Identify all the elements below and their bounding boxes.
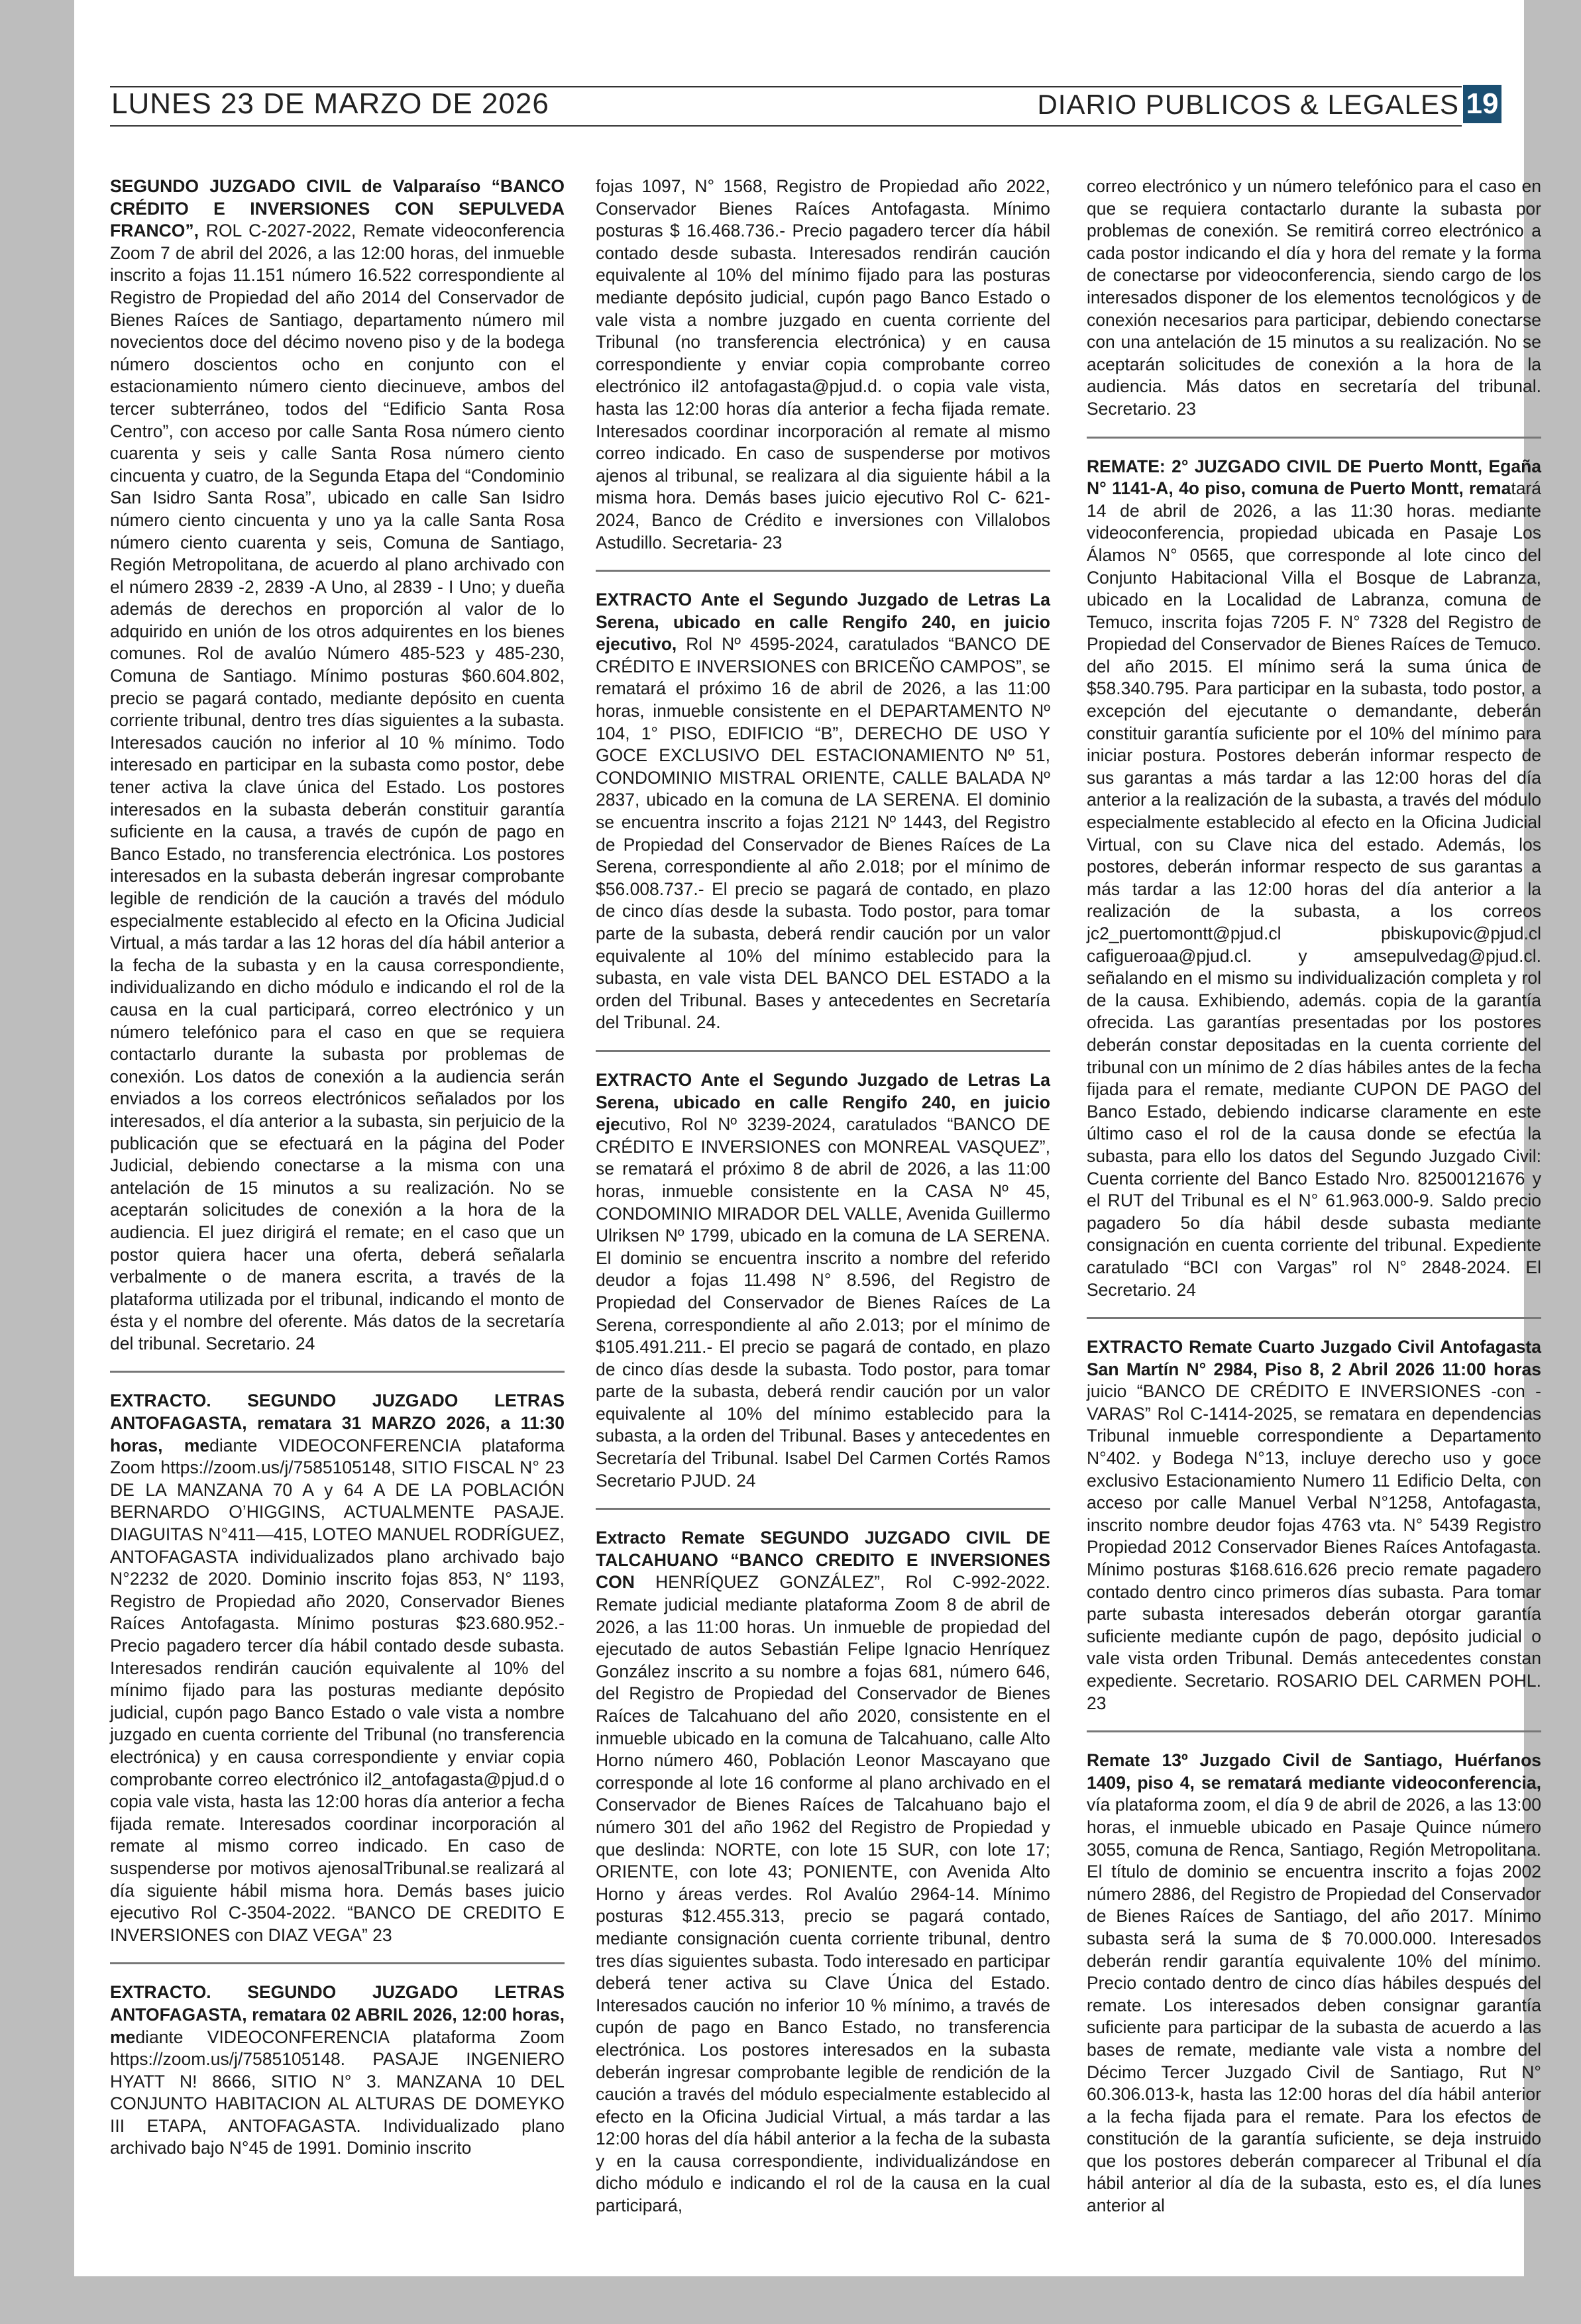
legal-notice-continuation [1087, 176, 1541, 439]
page-header [110, 85, 1501, 127]
column-2 [596, 176, 1050, 2250]
notice-body: fojas 1097, N° 1568, Registro de Propiedad año 2022, Conservador Bienes Raíces Antofagasta. Mínimo posturas $ 16.468.736.- Precio pagadero tercer día hábil contado desde subasta. Interesados rendirán caución equivalente al 10% del mínimo fijado para las posturas mediante depósito judicial, cupón pago Banco Estado o vale vista a nombre juzgado en cuenta corriente del Tribunal (no transferencia electrónica) y en causa correspondiente y enviar copia comprobante correo electrónico il2 antofagasta@pjud.d. o copia vale vista, hasta las 12:00 horas día anterior a fecha fijada remate. Interesados coordinar incorporación al remate al mismo correo indicado. En caso de suspenderse por motivos ajenos al tribunal, se realizara al dia siguiente hábil a la misma hora. Demás bases juicio ejecutivo Rol C- 621-2024, Banco de Crédito e inversiones con Villalobos Astudillo. Secretaria- 23 [596, 176, 1050, 553]
notice-body: vía plataforma zoom, el día 9 de abril de 2026, a las 13:00 horas, el inmueble ubicado en Pasaje Quince número 3055, comuna de Renca, Santiago, Región Metropolitana. El título de dominio se encuentra inscrito a fojas 2002 número 2886, del Registro de Propiedad del Conservador de Bienes Raíces de Santiago, del año 2017. Mínimo subasta será la suma de $ 70.000.000. Interesados deberán rendir garantía equivalente 10% del mínimo. Precio contado dentro de cinco días hábiles después del remate. Los interesados deben consignar garantía suficiente para participar de la subasta de acuerdo a las bases de remate, mediante vale vista a nombre del Décimo Tercer Juzgado Civil de Santiago, Rut N° 60.306.013-k, hasta las 12:00 horas del día hábil anterior a la fecha fijada para el remate. Para los efectos de constitución de la garantía suficiente, se deja instruido que los postores deberán comparecer al Tribunal el día hábil anterior al día de la subasta, esto es, el día lunes anterior al [1087, 1795, 1541, 2216]
notice-body: correo electrónico y un número telefónico para el caso en que se requiera contactarlo durante la subasta por problemas de conexión. Se remitirá correo electrónico a cada postor indicando el día y hora del remate y la forma de conectarse por videoconferencia, siendo cargo de los interesados disponer de los elementos tecnológicos y de conexión necesarios para participar, debiendo conectarse con una antelación de 15 minutos a su realización. No se aceptarán solicitudes de conexión a la hora de la audiencia. Más datos en secretaría del tribunal. Secretario. 23 [1087, 176, 1541, 419]
notice-body: HENRÍQUEZ GONZÁLEZ”, Rol C-992-2022. Remate judicial mediante plataforma Zoom 8 de abril de 2026, a las 11:00 horas. Un inmueble de propiedad del ejecutado de autos Sebastián Felipe Ignacio Henríquez González inscrito a su nombre a fojas 681, número 646, del Registro de Propiedad del Conservador de Bienes Raíces de Talcahuano del año 2020, consistente en el inmueble ubicado en la comuna de Talcahuano, calle Alto Horno número 460, Población Leonor Mascayano que corresponde al lote 16 conforme al plano archivado en el Conservador de Bienes Raíces de Talcahuano bajo el número 301 del año 1962 del Registro de Propiedad y que deslinda: NORTE, con lote 15 SUR, con lote 17; ORIENTE, con lote 43; PONIENTE, con Avenida Alto Horno y áreas verdes. Rol Avalúo 2964-14. Mínimo posturas $12.455.313, precio se pagará contado, mediante consignación cuenta corriente tribunal, dentro tres días siguientes subasta. Todo interesado en participar deberá tener activa su Clave Única del Estado. Interesados caución no inferior 10 % mínimo, a través de cupón de pago en Banco Estado, no transferencia electrónica. Los postores interesados en la subasta deberán ingresar comprobante legible de rendición de la caución a través del módulo especialmente establecido al efecto en la Oficina Judicial Virtual, a más tardar a las 12:00 horas del día hábil anterior a la fecha de la subasta y en la causa correspondiente, individualizándose en dicho módulo e indicando el rol de la causa en la cual participará, [596, 1572, 1050, 2216]
notice-heading: EXTRACTO. SEGUNDO JUZGADO LETRAS ANTOFAGASTA, rematara 02 ABRIL 2026, 12:00 horas, me [110, 1982, 565, 2047]
issue-date: LUNES 23 DE MARZO DE 2026 [111, 87, 549, 120]
notice-body: tará 14 de abril de 2026, a las 11:30 horas. mediante videoconferencia, propiedad ubicada en Pasaje Los Álamos N° 0565, que corresponde al lote cinco del Conjunto Habitacional Villa el Bosque de Labranza, ubicado en la Localidad de Labranza, comuna de Temuco, inscrita fojas 7205 F. N° 7328 del Registro de Propiedad del Conservador de Bienes Raíces de Temuco. del año 2015. El mínimo será la suma única de $58.340.795. Para participar en la subasta, todo postor, a excepción del ejecutante o demandante, deberán constituir garantía suficiente por el 10% del mínimo para iniciar postura. Postores deberán informar respecto de sus garantas a más tardar a las 12:00 horas del día anterior a la realización de la subasta, a través del módulo especialmente establecido al efecto en la Oficina Judicial Virtual, con su Clave nica del estado. Además, los postores, deberán informar respecto de sus garantas a más tardar a las 12:00 horas del día anterior a la realización de la subasta, a los correos jc2_puertomontt@pjud.cl pbiskupovic@pjud.cl cafigueroaa@pjud.cl. y amsepulvedag@pjud.cl. señalando en el mismo su individualización completa y rol de la causa. Exhibiendo, además. copia de la garantía ofrecida. Las garantías presentadas por los postores deberán constar depositadas en la cuenta corriente del tribunal con un mínimo de 2 días hábiles antes de la fecha fijada para el remate, mediante CUPON DE PAGO del Banco Estado, debiendo indicarse claramente en este último caso el rol de la causa donde se efectúa la subasta, para ello los datos del Segundo Juzgado Civil: Cuenta corriente del Banco Estado Nro. 82500121676 y el RUT del Tribunal es el N° 61.963.000-9. Saldo precio pagadero 5o día hábil desde subasta mediante consignación en cuenta corriente del tribunal. Expediente caratulado “BCI con Vargas” rol N° 2848-2024. El Secretario. 24 [1087, 478, 1541, 1300]
notice-body: diante VIDEOCONFERENCIA plataforma Zoom https://zoom.us/j/7585105148, SITIO FISCAL N° 23 DE LA MANZANA 70 A y 64 A DE LA POBLACIÓN BERNARDO O’HIGGINS, ACTUALMENTE PASAJE. DIAGUITAS N°411—415, LOTEO MANUEL RODRÍGUEZ, ANTOFAGASTA individualizados plano archivado bajo N°2232 de 2020. Dominio inscrito fojas 853, N° 1193, Registro de Propiedad año 2020, Conservador Bienes Raíces Antofagasta. Mínimo posturas $23.680.952.- Precio pagadero tercer día hábil contado desde subasta. Interesados rendirán caución equivalente al 10% del mínimo fijado para las posturas mediante depósito judicial, cupón pago Banco Estado o vale vista a nombre juzgado en cuenta corriente del Tribunal (no transferencia electrónica) y en causa correspondiente y enviar copia comprobante correo electrónico il2_antofagasta@pjud.d o copia vale vista, hasta las 12:00 horas día anterior a fecha fijada remate. Interesados coordinar incorporación al remate al mismo correo indicado. En caso de suspenderse por motivos ajenosalTribunal.se realizará al día siguiente hábil misma hora. Demás bases juicio ejecutivo Rol C-3504-2022. “BANCO DE CREDITO E INVERSIONES con DIAZ VEGA” 23 [110, 1435, 565, 1945]
bottom-margin-band [0, 2276, 1581, 2324]
legal-notice [110, 1981, 565, 2176]
notice-heading: EXTRACTO Ante el Segundo Juzgado de Letras La Serena, ubicado en calle Rengifo 240, en juicio eje [596, 1069, 1050, 1135]
notice-heading: Remate 13º Juzgado Civil de Santiago, Huérfanos 1409, piso 4, se rematará mediante videoconferencia, [1087, 1750, 1541, 1793]
legal-notice [1087, 1336, 1541, 1732]
notice-body: diante VIDEOCONFERENCIA plataforma Zoom https://zoom.us/j/7585105148. PASAJE INGENIERO HYATT N! 8666, SITIO N° 3. MANZANA 10 DEL CONJUNTO HABITACION AL ALTURAS DE DOMEYKO III ETAPA, ANTOFAGASTA. Individualizado plano archivado bajo N°45 de 1991. Dominio inscrito [110, 2027, 565, 2158]
notice-body: ROL C-2027-2022, Remate videoconferencia Zoom 7 de abril del 2026, a las 12:00 horas, del inmueble inscrito a fojas 11.151 número 16.522 correspondiente al Registro de Propiedad del año 2014 del Conservador de Bienes Raíces de Santiago, departamento número mil novecientos doce del décimo noveno piso y de la bodega número doscientos ocho en conjunto con el estacionamiento número ciento diecinueve, ambos del tercer subterráneo, todos del “Edificio Santa Rosa Centro”, con acceso por calle Santa Rosa número ciento cuarenta y seis y calle Santa Rosa número ciento cincuenta y cuatro, de la Segunda Etapa del “Condominio San Isidro Santa Rosa”, ubicado en calle San Isidro número ciento cincuenta y uno ya la calle Santa Rosa número ciento cuarenta y seis, Comuna de Santiago, Región Metropolitana, de acuerdo al plano archivado con el número 2839 -2, 2839 -A Uno, al 2839 - I Uno; y dueña además de derechos en proporción al valor de lo adquirido en unión de los otros adquirentes en los bienes comunes. Rol de avalúo Número 485-523 y 485-230, Comuna de Santiago. Mínimo posturas $60.604.802, precio se pagará contado, mediante depósito en cuenta corriente tribunal, dentro tres días siguientes a la subasta. Interesados caución no inferior al 10 % mínimo. Todo interesado en participar en la subasta como postor, debe tener activa la clave única del Estado. Los postores interesados en la subasta deberán constituir garantía suficiente en la causa, a través de cupón de pago en Banco Estado, no transferencia electrónica. Los postores interesados en la subasta deberán ingresar comprobante legible de rendición de la caución a través del módulo especialmente establecido al efecto en la Oficina Judicial Virtual, a más tardar a las 12 horas del día hábil anterior a la fecha de la subasta y en la causa correspondiente, individualizando en dicho módulo e indicando el rol de la causa en la cual participará, correo electrónico y un número telefónico para el caso en que se requiera contactarlo durante la subasta por problemas de conexión. Los datos de conexión a la audiencia serán enviados a los correos electrónicos señalados por los interesados, el día anterior a la subasta, sin perjuicio de la publicación que se efectuará en la página del Poder Judicial, debiendo conectarse a la misma con una antelación de 15 minutos a su realización. No se aceptarán solicitudes de conexión a la hora de la audiencia. El juez dirigirá el remate; en el caso que un postor quiera hacer una oferta, deberá señalarla verbalmente o de manera escrita, a través de la plataforma utilizada por el tribunal, indicando el monto de ésta y el nombre del oferente. Más datos de la secretaría del tribunal. Secretario. 24 [110, 221, 565, 1353]
newspaper-title: DIARIO PUBLICOS & LEGALES [1037, 89, 1459, 120]
notice-heading: EXTRACTO. SEGUNDO JUZGADO LETRAS ANTOFAGASTA, rematara 31 MARZO 2026, a 11:30 horas, me [110, 1391, 565, 1455]
notice-heading: EXTRACTO Ante el Segundo Juzgado de Letras La Serena, ubicado en calle Rengifo 240, en juicio ejecutivo, [596, 590, 1050, 655]
column-1 [110, 176, 565, 2193]
notice-heading: REMATE: 2° JUZGADO CIVIL DE Puerto Montt, Egaña N° 1141-A, 4o piso, comuna de Puerto Montt, rema [1087, 456, 1541, 499]
legal-notice [596, 589, 1050, 1052]
notice-body: juicio “BANCO DE CRÉDITO E INVERSIONES -con - VARAS” Rol C-1414-2025, se rematara en dependencias Tribunal inmueble correspondiente a Departamento N°402. y Bodega N°13, incluye derecho uso y goce exclusivo Estacionamiento Numero 11 Edificio Delta, con acceso por calle Manuel Verbal N°1258, Antofagasta, inscrito nombre deudor fojas 4763 vta. N° 5439 Registro Propiedad 2012 Conservador Bienes Raíces Antofagasta. Mínimo posturas $168.616.626 precio remate pagadero contado dentro cinco primeros días subasta. Para tomar parte subasta interesados deberán otorgar garantía suficiente mediante cupón de pago, depósito judicial o vaIe vista orden Tribunal. Demás antecedentes constan expediente. Secretario. ROSARIO DEL CARMEN POHL. 23 [1087, 1381, 1541, 1713]
legal-notice [110, 176, 565, 1373]
legal-notice [110, 1390, 565, 1964]
notice-heading: SEGUNDO JUZGADO CIVIL de Valparaíso “BANCO CRÉDITO E INVERSIONES CON SEPULVEDA FRANCO”, [110, 176, 565, 241]
page-number-badge: 19 [1463, 85, 1501, 123]
legal-notice [596, 1527, 1050, 2233]
header-bottom-rule [110, 125, 1462, 127]
notice-body: cutivo, Rol Nº 3239-2024, caratulados “BANCO DE CRÉDITO E INVERSIONES con MONREAL VASQUEZ”, se rematará el próximo 8 de abril de 2026, a las 11:00 horas, inmueble consistente en la CASA Nº 45, CONDOMINIO MIRADOR DEL VALLE, Avenida Guillermo Ulriksen Nº 1799, ubicado en la comuna de LA SERENA. El dominio se encuentra inscrito a nombre del referido deudor a fojas 11.498 N° 8.596, del Registro de Propiedad del Conservador de Bienes Raíces de La Serena, correspondiente al año 2.013; por el mínimo de $105.491.211.- El precio se pagará de contado, en plazo de cinco días desde la subasta. Todo postor, para tomar parte de la subasta, deberá rendir caución por un valor equivalente al 10% del mínimo establecido para la subasta, a la orden del Tribunal. Bases y antecedentes en Secretaría del Tribunal. Isabel Del Carmen Cortés Ramos Secretario PJUD. 24 [596, 1114, 1050, 1491]
legal-notice [1087, 456, 1541, 1320]
legal-notice [1087, 1750, 1541, 2233]
left-margin-band [0, 0, 74, 2324]
notice-heading: EXTRACTO Remate Cuarto Juzgado Civil Antofagasta San Martín N° 2984, Piso 8, 2 Abril 2026 11:00 horas [1087, 1337, 1541, 1379]
legal-notice-continuation [596, 176, 1050, 572]
column-3 [1087, 176, 1541, 2250]
legal-notice [596, 1069, 1050, 1510]
notice-body: Rol Nº 4595-2024, caratulados “BANCO DE CRÉDITO E INVERSIONES con BRICEÑO CAMPOS”, se rematará el próximo 16 de abril de 2026, a las 11:00 horas, inmueble consistente en el DEPARTAMENTO Nº 104, 1° PISO, EDIFICIO “B”, DERECHO DE USO Y GOCE EXCLUSIVO DEL ESTACIONAMIENTO Nº 51, CONDOMINIO MISTRAL ORIENTE, CALLE BALADA Nº 2837, ubicado en la comuna de LA SERENA. El dominio se encuentra inscrito a fojas 2121 Nº 1443, del Registro de Propiedad del Conservador de Bienes Raíces de La Serena, correspondiente al año 2.018; por el mínimo de $56.008.737.- El precio se pagará de contado, en plazo de cinco días desde la subasta. Todo postor, para tomar parte de la subasta, deberá rendir caución por un valor equivalente al 10% del mínimo establecido para la subasta, en vale vista DEL BANCO DEL ESTADO a la orden del Tribunal. Bases y antecedentes en Secretaría del Tribunal. 24. [596, 634, 1050, 1033]
notice-heading: Extracto Remate SEGUNDO JUZGADO CIVIL DE TALCAHUANO “BANCO CREDITO E INVERSIONES CON [596, 1528, 1050, 1593]
